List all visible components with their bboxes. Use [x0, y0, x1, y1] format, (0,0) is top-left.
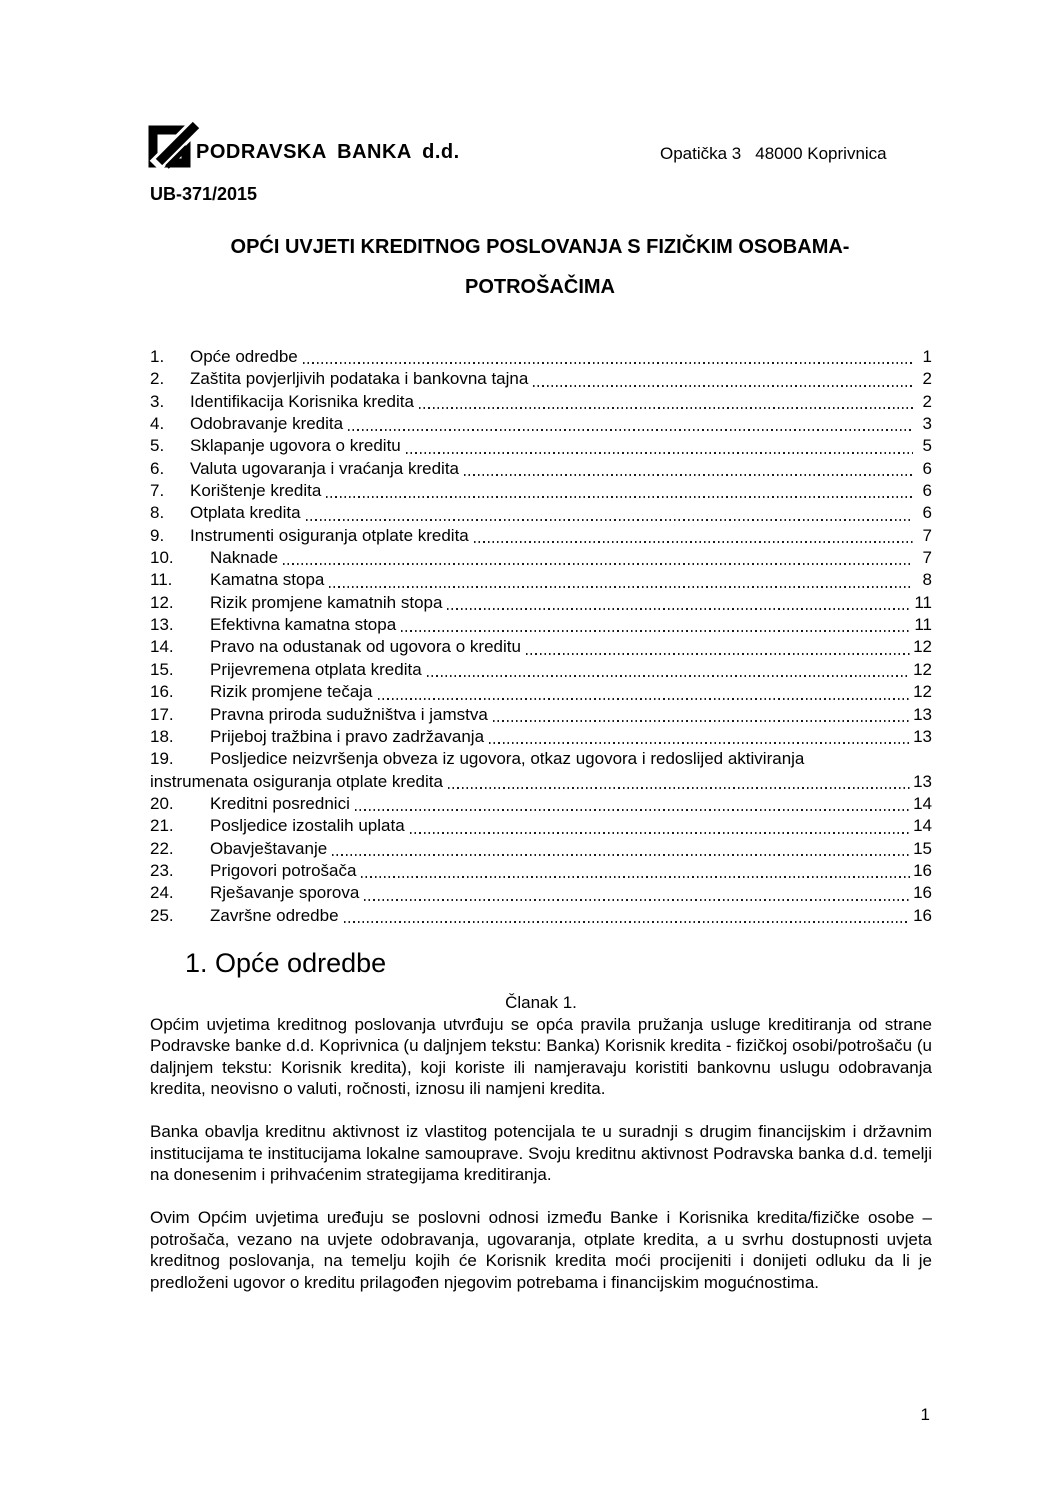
toc-item-label: Efektivna kamatna stopa — [210, 615, 397, 635]
toc-dot-leader — [348, 429, 913, 431]
toc-item-label: Identifikacija Korisnika kredita — [190, 391, 414, 411]
toc-item-page: 13 — [913, 771, 932, 791]
toc-dot-leader — [526, 653, 910, 655]
toc-dot-leader — [283, 563, 913, 565]
toc-dot-leader — [447, 608, 911, 610]
toc-item-number: 7. — [150, 481, 165, 501]
toc-item — [150, 882, 932, 904]
toc-item — [150, 726, 932, 748]
toc-item — [150, 771, 932, 793]
toc-dot-leader — [303, 362, 913, 364]
toc-dot-leader — [464, 474, 913, 476]
bank-address-street: Opatička 3 — [660, 144, 742, 163]
toc-item-page: 2 — [922, 391, 932, 411]
toc-item-page: 12 — [913, 637, 932, 657]
toc-item-label: Rizik promjene tečaja — [210, 682, 373, 702]
bank-address — [660, 144, 887, 164]
toc-item — [150, 346, 932, 368]
toc-dot-leader — [533, 385, 913, 387]
toc-item-page: 16 — [913, 883, 932, 903]
toc-item — [150, 659, 932, 681]
toc-item — [150, 905, 932, 927]
toc-dot-leader — [306, 519, 913, 521]
toc-item-number: 1. — [150, 347, 165, 366]
toc-item-label: Posljedice izostalih uplata — [210, 816, 405, 836]
toc-item-number: 11. — [150, 570, 173, 590]
toc-item-number: 15. — [150, 659, 174, 679]
toc-item — [150, 704, 932, 726]
section-body — [150, 992, 932, 1315]
toc-item-page: 13 — [913, 704, 932, 724]
toc-item-number: 9. — [150, 525, 165, 545]
toc-item-number: 3. — [150, 391, 165, 411]
toc-dot-leader — [474, 541, 913, 543]
toc-item-page: 6 — [922, 503, 932, 523]
toc-dot-leader — [378, 698, 911, 700]
toc-item-label: Instrumenti osiguranja otplate kredita — [190, 525, 469, 545]
document-title — [150, 227, 930, 307]
toc-item-number: 13. — [150, 615, 174, 635]
toc-item-label: Kreditni posrednici — [210, 793, 350, 813]
toc-item — [150, 860, 932, 882]
toc-item-label: Valuta ugovaranja i vraćanja kredita — [190, 458, 460, 478]
toc-item-page: 13 — [913, 726, 932, 746]
toc-item — [150, 838, 932, 860]
toc-item-label: Prijevremena otplata kredita — [210, 659, 422, 679]
toc-item-number: 10. — [150, 548, 174, 568]
body-paragraph: Banka obavlja kreditnu aktivnost iz vlastitog potencijala te u suradnji s drugim financijskim i državnim institucijama te institucijama lokalne samouprave. Svoju kreditnu aktivnost Podravska banka d.d. temelji na donesenim i prihvaćenim strategijama kreditiranja. — [150, 1122, 932, 1184]
toc-item-number: 4. — [150, 414, 165, 434]
toc-dot-leader — [361, 876, 910, 878]
toc-item-number: 5. — [150, 436, 165, 456]
toc-item-number: 19. — [150, 749, 174, 769]
toc-item-number: 25. — [150, 905, 174, 925]
article-label: Članak 1. — [505, 993, 577, 1012]
document-title-line1: OPĆI UVJETI KREDITNOG POSLOVANJA S FIZIČKIM OSOBAMA- — [230, 236, 850, 258]
toc-item — [150, 525, 932, 547]
toc-item-label: Kamatna stopa — [210, 570, 325, 590]
toc-item-label: Obavještavanje — [210, 838, 328, 858]
toc-item-page: 11 — [914, 615, 932, 635]
toc-item — [150, 368, 932, 390]
toc-item-page: 7 — [922, 525, 932, 545]
toc-item-number: 24. — [150, 883, 174, 903]
toc-item — [150, 435, 932, 457]
toc-item — [150, 391, 932, 413]
toc-item — [150, 569, 932, 591]
toc-item-label: Pravna priroda sudužništva i jamstva — [210, 704, 488, 724]
toc-item-label: Pravo na odustanak od ugovora o kreditu — [210, 637, 521, 657]
toc-item — [150, 748, 932, 770]
toc-item-number: 16. — [150, 682, 174, 702]
toc-item-label: Prigovori potrošača — [210, 860, 357, 880]
bank-logo-icon — [147, 116, 201, 177]
toc-item-page: 12 — [913, 659, 932, 679]
toc-item-label: Rješavanje sporova — [210, 883, 360, 903]
toc-item-page: 2 — [922, 369, 932, 389]
toc-item-number: 2. — [150, 369, 165, 389]
toc-item — [150, 502, 932, 524]
toc-item — [150, 636, 932, 658]
toc-item-page: 6 — [922, 481, 932, 501]
bank-name: PODRAVSKA BANKA d.d. — [196, 141, 460, 163]
toc-dot-leader — [493, 720, 910, 722]
toc-item-label: Rizik promjene kamatnih stopa — [210, 592, 443, 612]
toc-dot-leader — [489, 742, 910, 744]
toc-item — [150, 681, 932, 703]
toc-item-label: Posljedice neizvršenja obveza iz ugovora, otkaz ugovora i redoslijed aktiviranja — [210, 749, 805, 769]
toc-dot-leader — [344, 921, 911, 923]
toc-item-label: Korištenje kredita — [190, 481, 322, 501]
toc-item — [150, 614, 932, 636]
toc-dot-leader — [410, 832, 910, 834]
toc-item-page: 5 — [922, 436, 932, 456]
toc-dot-leader — [364, 899, 910, 901]
toc-item-number: 6. — [150, 458, 165, 478]
toc-dot-leader — [329, 586, 913, 588]
toc-item-page: 14 — [913, 816, 932, 836]
toc-dot-leader — [427, 675, 910, 677]
toc-dot-leader — [448, 787, 910, 789]
body-paragraph: Ovim Općim uvjetima uređuju se poslovni odnosi između Banke i Korisnika kredita/fizičke osobe – potrošača, vezano na uvjete odobravanja, ugovaranja, otplate kredita, a u svrhu dostupnosti uvjeta kreditnog poslovanja, na temelju kojih će Korisnik kredita moći procijeniti i donijeti odluku da li je predloženi ugovor o kreditu prilagođen njegovim potrebama i financijskim mogućnostima. — [150, 1208, 932, 1292]
toc-item-label: Otplata kredita — [190, 503, 301, 523]
toc-item — [150, 458, 932, 480]
toc-item-label: Opće odredbe — [190, 347, 298, 366]
toc-item-number: 20. — [150, 793, 174, 813]
page-number: 1 — [920, 1405, 930, 1424]
toc-dot-leader — [355, 809, 910, 811]
toc-dot-leader — [419, 407, 913, 409]
toc-item-number: 21. — [150, 816, 174, 836]
toc-item-page: 8 — [922, 570, 932, 590]
toc-item — [150, 413, 932, 435]
body-paragraph: Općim uvjetima kreditnog poslovanja utvrđuju se opća pravila pružanja usluge kreditiranja od strane Podravske banke d.d. Koprivnica (u daljnjem tekstu: Banka) Korisnik kredita - fizičkoj osobi/potrošaču (u daljnjem tekstu: Korisnik kredita), koji koriste ili namjeravaju koristiti bankovnu uslugu odobravanja kredita, neovisno o valuti, ročnosti, iznosu ili namjeni kredita. — [150, 1014, 932, 1098]
toc-item-page: 15 — [913, 838, 932, 858]
toc-item-number: 22. — [150, 838, 174, 858]
toc-item-page: 6 — [922, 458, 932, 478]
table-of-contents — [150, 346, 932, 927]
toc-item-number: 18. — [150, 726, 174, 746]
toc-item-label: Odobravanje kredita — [190, 414, 344, 434]
bank-address-city: 48000 Koprivnica — [755, 144, 887, 163]
toc-item — [150, 547, 932, 569]
toc-item-page: 7 — [922, 548, 932, 568]
toc-item — [150, 793, 932, 815]
toc-item-label: Sklapanje ugovora o kreditu — [190, 436, 401, 456]
toc-item-page: 16 — [913, 860, 932, 880]
toc-item-label: instrumenata osiguranja otplate kredita — [150, 771, 443, 791]
toc-item-number: 14. — [150, 637, 174, 657]
toc-item-page: 14 — [913, 793, 932, 813]
toc-item-number: 23. — [150, 860, 174, 880]
toc-item-number: 12. — [150, 592, 174, 612]
toc-dot-leader — [406, 452, 913, 454]
paragraphs-container — [150, 1014, 932, 1294]
toc-item — [150, 480, 932, 502]
toc-item-label: Prijeboj tražbina i pravo zadržavanja — [210, 726, 485, 746]
toc-dot-leader — [332, 854, 910, 856]
toc-dot-leader — [401, 630, 911, 632]
toc-item-page: 3 — [922, 414, 932, 434]
toc-item-number: 8. — [150, 503, 165, 523]
document-number: UB-371/2015 — [150, 184, 258, 204]
document-title-line2: POTROŠAČIMA — [465, 276, 615, 298]
section-heading: 1. Opće odredbe — [185, 948, 387, 978]
toc-item-page: 1 — [922, 347, 932, 366]
toc-item-page: 11 — [914, 592, 932, 612]
toc-item-label: Završne odredbe — [210, 905, 339, 925]
toc-item-number: 17. — [150, 704, 174, 724]
toc-item — [150, 592, 932, 614]
toc-item-label: Naknade — [210, 548, 279, 568]
toc-dot-leader — [326, 496, 913, 498]
toc-item-page: 12 — [913, 682, 932, 702]
toc-item — [150, 815, 932, 837]
toc-item-label: Zaštita povjerljivih podataka i bankovna tajna — [190, 369, 529, 389]
toc-item-page: 16 — [913, 905, 932, 925]
